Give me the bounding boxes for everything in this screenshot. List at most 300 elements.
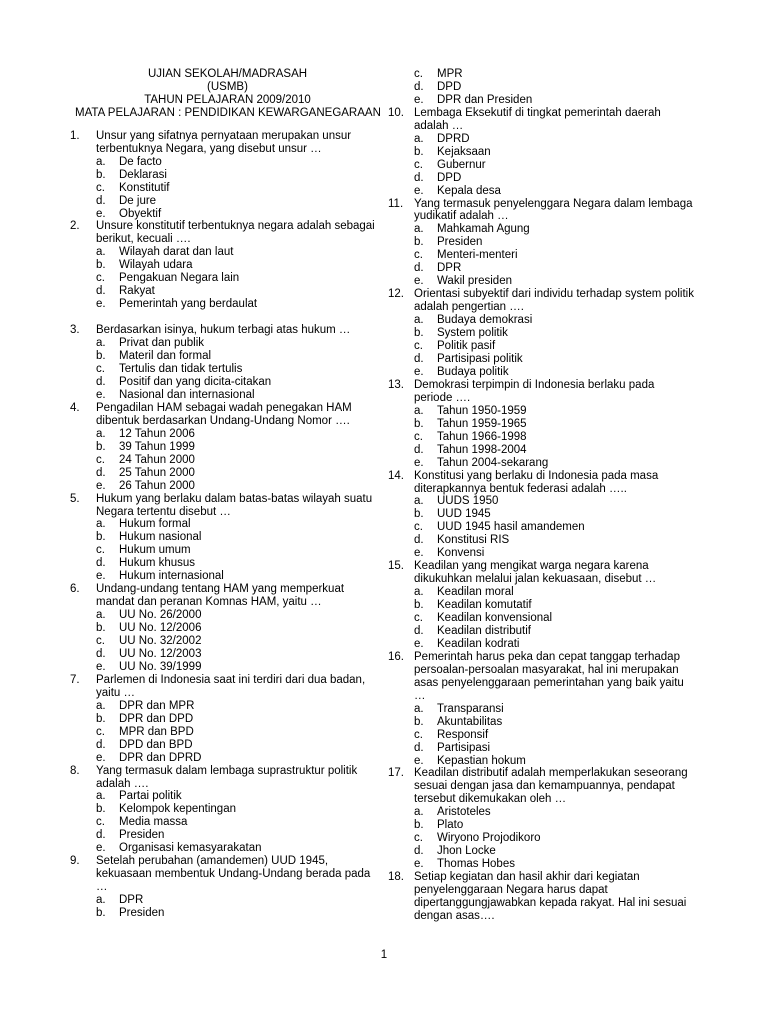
question-text: Demokrasi terpimpin di Indonesia berlaku pada periode ….: [414, 378, 655, 404]
option-7e: [70, 752, 378, 765]
question-15: [388, 560, 694, 586]
option-text: Jhon Locke: [437, 845, 496, 858]
option-letter: a.: [414, 404, 424, 417]
option-17d: [388, 845, 694, 858]
option-letter: a.: [96, 894, 106, 907]
option-text: Kepala desa: [437, 184, 501, 197]
question-9: [70, 855, 378, 894]
option-text: Kepastian hokum: [437, 754, 526, 767]
option-letter: c.: [96, 725, 105, 738]
option-letter: a.: [414, 495, 424, 508]
option-7b: [70, 713, 378, 726]
question-text: Undang-undang tentang HAM yang memperkuat mandat dan peranan Komnas HAM, yaitu …: [96, 583, 345, 609]
option-2e: [70, 298, 378, 311]
option-letter: a.: [96, 699, 106, 712]
option-text: DPR dan DPRD: [119, 751, 202, 764]
option-11d: [388, 262, 694, 275]
option-letter: b.: [414, 599, 424, 612]
option-9b: [70, 907, 378, 920]
option-8d: [70, 829, 378, 842]
option-2d: [70, 285, 378, 298]
option-letter: d.: [414, 352, 424, 365]
option-letter: d.: [414, 845, 424, 858]
option-13c: [388, 431, 694, 444]
option-17a: [388, 806, 694, 819]
option-5c: [70, 544, 378, 557]
option-8b: [70, 803, 378, 816]
option-text: DPD dan BPD: [119, 738, 193, 751]
question-7: [70, 674, 378, 700]
option-text: Obyektif: [119, 207, 162, 220]
option-text: 25 Tahun 2000: [119, 466, 195, 479]
header-line-2: (USMB): [207, 80, 248, 93]
option-letter: a.: [96, 790, 106, 803]
option-letter: c.: [414, 158, 423, 171]
option-letter: d.: [96, 285, 106, 298]
option-letter: d.: [414, 624, 424, 637]
option-text: UU No. 26/2000: [119, 609, 202, 622]
option-letter: b.: [414, 327, 424, 340]
option-6e: [70, 661, 378, 674]
option-text: System politik: [437, 327, 508, 340]
option-9e: [388, 94, 694, 107]
option-12b: [388, 327, 694, 340]
question-10: [388, 107, 694, 133]
option-text: Keadilan konvensional: [437, 612, 553, 625]
option-text: Akuntabilitas: [437, 715, 503, 728]
option-text: Organisasi kemasyarakatan: [119, 842, 262, 855]
option-text: Tahun 2004-sekarang: [437, 456, 549, 469]
option-text: DPR dan MPR: [119, 699, 195, 712]
option-12e: [388, 366, 694, 379]
option-6a: [70, 609, 378, 622]
option-letter: c.: [96, 544, 105, 557]
option-10d: [388, 172, 694, 185]
question-number: 6.: [70, 583, 80, 596]
question-text: Pemerintah harus peka dan cepat tanggap terhadap persoalan-persoalan masyarakat, hal ini merupakan asas penyelenggaraan pemerintahan yang baik yaitu …: [414, 650, 684, 702]
option-letter: a.: [96, 155, 106, 168]
option-text: Konstitusi RIS: [437, 534, 510, 547]
question-text: Unsure konstitutif terbentuknya negara adalah sebagai berikut, kecuali ….: [96, 220, 375, 246]
option-13d: [388, 444, 694, 457]
question-3: [70, 324, 378, 337]
option-letter: c.: [96, 363, 105, 376]
option-text: Budaya demokrasi: [437, 314, 533, 327]
option-text: Nasional dan internasional: [119, 388, 255, 401]
question-number: 16.: [388, 650, 404, 663]
option-text: Tertulis dan tidak tertulis: [119, 363, 243, 376]
header-line-4: MATA PELAJARAN : PENDIDIKAN KEWARGANEGARAAN: [75, 106, 381, 119]
question-number: 8.: [70, 764, 80, 777]
option-letter: e.: [414, 93, 424, 106]
option-letter: d.: [414, 171, 424, 184]
option-12c: [388, 340, 694, 353]
option-text: Wakil presiden: [437, 275, 512, 288]
option-10a: [388, 133, 694, 146]
option-letter: e.: [414, 275, 424, 288]
option-text: Rakyat: [119, 285, 155, 298]
option-text: Media massa: [119, 816, 188, 829]
option-text: Politik pasif: [437, 340, 496, 353]
option-text: UUD 1945: [437, 508, 491, 521]
page-number: 1: [380, 949, 388, 961]
option-letter: d.: [96, 738, 106, 751]
option-7d: [70, 739, 378, 752]
option-12d: [388, 353, 694, 366]
option-letter: d.: [414, 534, 424, 547]
question-number: 15.: [388, 560, 404, 573]
option-letter: b.: [414, 417, 424, 430]
option-letter: e.: [96, 479, 106, 492]
question-11: [388, 198, 694, 224]
question-number: 17.: [388, 767, 404, 780]
option-text: Partisipasi: [437, 741, 491, 754]
option-text: DPD: [437, 171, 462, 184]
option-text: Konstitutif: [119, 181, 170, 194]
option-14d: [388, 534, 694, 547]
option-14b: [388, 508, 694, 521]
spacer: [70, 311, 378, 324]
option-16c: [388, 729, 694, 742]
option-15a: [388, 586, 694, 599]
option-letter: b.: [414, 508, 424, 521]
option-letter: d.: [96, 557, 106, 570]
question-5: [70, 493, 378, 519]
option-6d: [70, 648, 378, 661]
option-text: DPR dan DPD: [119, 712, 194, 725]
option-14c: [388, 521, 694, 534]
option-11c: [388, 249, 694, 262]
option-letter: a.: [414, 314, 424, 327]
option-10b: [388, 146, 694, 159]
option-text: Hukum umum: [119, 544, 191, 557]
option-text: Tahun 1998-2004: [437, 443, 527, 456]
exam-header: [75, 68, 380, 120]
option-letter: c.: [96, 635, 105, 648]
question-text: Yang termasuk penyelenggara Negara dalam lembaga yudikatif adalah …: [414, 197, 693, 223]
option-2b: [70, 259, 378, 272]
option-letter: a.: [414, 223, 424, 236]
question-12: [388, 288, 694, 314]
question-17: [388, 767, 694, 806]
option-letter: c.: [414, 521, 423, 534]
option-letter: a.: [96, 427, 106, 440]
option-text: Responsif: [437, 728, 489, 741]
option-text: Presiden: [437, 236, 483, 249]
option-letter: a.: [414, 132, 424, 145]
option-letter: b.: [414, 145, 424, 158]
question-text: Orientasi subyektif dari individu terhadap system politik adalah pengertian ….: [414, 288, 694, 314]
option-text: DPR: [437, 262, 462, 275]
question-text: Keadilan distributif adalah memperlakukan seseorang sesuai dengan jasa dan kemampuannya, pendapat tersebut dikemukakan oleh …: [414, 767, 688, 806]
option-14a: [388, 495, 694, 508]
option-1a: [70, 156, 378, 169]
option-16b: [388, 716, 694, 729]
option-3d: [70, 376, 378, 389]
option-2c: [70, 272, 378, 285]
option-letter: b.: [96, 803, 106, 816]
option-text: Mahkamah Agung: [437, 223, 530, 236]
option-text: Privat dan publik: [119, 337, 205, 350]
option-text: Partai politik: [119, 790, 182, 803]
option-text: UUDS 1950: [437, 495, 499, 508]
option-text: Transparansi: [437, 702, 504, 715]
option-16e: [388, 755, 694, 768]
option-letter: a.: [96, 337, 106, 350]
question-text: Keadilan yang mengikat warga negara karena dikukuhkan melalui jalan kekuasaan, disebut …: [414, 560, 657, 586]
question-number: 3.: [70, 324, 80, 337]
option-8e: [70, 842, 378, 855]
option-7c: [70, 726, 378, 739]
option-17e: [388, 858, 694, 871]
option-text: Wilayah darat dan laut: [119, 246, 234, 259]
option-text: Wiryono Projodikoro: [437, 832, 541, 845]
option-5e: [70, 570, 378, 583]
option-8c: [70, 816, 378, 829]
option-text: Keadilan kodrati: [437, 637, 520, 650]
option-text: Konvensi: [437, 547, 485, 560]
option-text: Keadilan moral: [437, 586, 514, 599]
option-10e: [388, 185, 694, 198]
option-4a: [70, 428, 378, 441]
option-1e: [70, 208, 378, 221]
option-letter: e.: [414, 184, 424, 197]
option-text: Keadilan komutatif: [437, 599, 532, 612]
option-letter: c.: [414, 612, 423, 625]
option-text: Budaya politik: [437, 365, 509, 378]
option-text: Keadilan distributif: [437, 624, 531, 637]
question-number: 9.: [70, 855, 80, 868]
option-letter: e.: [96, 298, 106, 311]
option-11b: [388, 236, 694, 249]
option-3a: [70, 337, 378, 350]
question-8: [70, 765, 378, 791]
question-text: Konstitusi yang berlaku di Indonesia pada masa diterapkannya bentuk federasi adalah …..: [414, 469, 659, 495]
option-letter: c.: [414, 832, 423, 845]
option-letter: b.: [96, 168, 106, 181]
option-text: Aristoteles: [437, 806, 491, 819]
option-letter: a.: [414, 806, 424, 819]
question-number: 4.: [70, 401, 80, 414]
option-letter: e.: [96, 842, 106, 855]
option-letter: d.: [414, 443, 424, 456]
option-text: Materil dan formal: [119, 350, 212, 363]
option-text: DPR: [119, 894, 144, 907]
option-letter: e.: [96, 570, 106, 583]
option-text: MPR: [437, 68, 463, 80]
option-letter: b.: [414, 819, 424, 832]
option-10c: [388, 159, 694, 172]
option-letter: c.: [414, 340, 423, 353]
option-letter: c.: [414, 68, 423, 80]
option-text: 12 Tahun 2006: [119, 427, 195, 440]
option-text: Deklarasi: [119, 168, 167, 181]
option-text: UU No. 12/2006: [119, 622, 202, 635]
option-text: DPRD: [437, 132, 470, 145]
question-18: [388, 871, 694, 923]
option-text: Gubernur: [437, 158, 486, 171]
option-15e: [388, 638, 694, 651]
question-text: Setiap kegiatan dan hasil akhir dari kegiatan penyelenggaraan Negara harus dapat dipertanggungjawabkan kepada rakyat. Hal ini sesuai dengan asas….: [414, 871, 687, 922]
question-number: 10.: [388, 106, 404, 119]
option-letter: e.: [96, 751, 106, 764]
option-15d: [388, 625, 694, 638]
option-letter: c.: [414, 728, 423, 741]
option-text: 24 Tahun 2000: [119, 453, 195, 466]
option-1d: [70, 195, 378, 208]
question-text: Lembaga Eksekutif di tingkat pemerintah daerah adalah …: [414, 106, 661, 132]
option-6b: [70, 622, 378, 635]
option-letter: d.: [414, 80, 424, 93]
question-16: [388, 651, 694, 703]
option-text: Partisipasi politik: [437, 352, 523, 365]
option-text: MPR dan BPD: [119, 725, 194, 738]
option-text: Hukum internasional: [119, 570, 224, 583]
question-text: Hukum yang berlaku dalam batas-batas wilayah suatu Negara tertentu disebut …: [96, 492, 373, 518]
option-9d: [388, 81, 694, 94]
option-11a: [388, 223, 694, 236]
option-text: DPR dan Presiden: [437, 93, 533, 106]
option-5d: [70, 557, 378, 570]
option-text: Presiden: [119, 907, 165, 920]
option-14e: [388, 547, 694, 560]
option-text: Presiden: [119, 829, 165, 842]
option-text: De jure: [119, 194, 157, 207]
option-text: Menteri-menteri: [437, 249, 518, 262]
question-text: Parlemen di Indonesia saat ini terdiri dari dua badan, yaitu …: [96, 673, 366, 699]
option-letter: c.: [414, 249, 423, 262]
question-text: Pengadilan HAM sebagai wadah penegakan HAM dibentuk berdasarkan Undang-Undang Nomor ….: [96, 401, 352, 427]
option-13a: [388, 405, 694, 418]
option-17c: [388, 832, 694, 845]
question-text: Yang termasuk dalam lembaga suprastruktur politik adalah ….: [96, 764, 358, 790]
option-text: Kejaksaan: [437, 145, 491, 158]
question-number: 11.: [388, 197, 404, 210]
option-11e: [388, 275, 694, 288]
option-text: Pengakuan Negara lain: [119, 272, 240, 285]
question-number: 14.: [388, 469, 404, 482]
option-letter: e.: [414, 456, 424, 469]
option-3b: [70, 350, 378, 363]
option-letter: b.: [96, 440, 106, 453]
option-text: Kelompok kepentingan: [119, 803, 236, 816]
option-text: UU No. 32/2002: [119, 635, 202, 648]
option-letter: e.: [414, 637, 424, 650]
option-letter: e.: [96, 207, 106, 220]
option-text: Plato: [437, 819, 464, 832]
option-letter: e.: [414, 365, 424, 378]
option-letter: d.: [414, 741, 424, 754]
header-line-3: TAHUN PELAJARAN 2009/2010: [144, 93, 311, 106]
option-letter: d.: [96, 375, 106, 388]
option-15c: [388, 612, 694, 625]
option-text: Tahun 1950-1959: [437, 404, 527, 417]
option-letter: b.: [96, 907, 106, 920]
question-number: 18.: [388, 871, 404, 884]
option-letter: c.: [96, 272, 105, 285]
option-13b: [388, 418, 694, 431]
question-number: 7.: [70, 673, 80, 686]
option-text: Tahun 1966-1998: [437, 430, 527, 443]
option-16a: [388, 703, 694, 716]
option-text: 39 Tahun 1999: [119, 440, 195, 453]
question-1: [70, 130, 378, 156]
option-letter: b.: [96, 712, 106, 725]
option-5a: [70, 518, 378, 531]
question-text: Unsur yang sifatnya pernyataan merupakan unsur terbentuknya Negara, yang disebut unsur …: [96, 129, 352, 155]
option-4c: [70, 454, 378, 467]
option-text: Pemerintah yang berdaulat: [119, 298, 258, 311]
option-letter: b.: [96, 350, 106, 363]
option-letter: c.: [96, 181, 105, 194]
option-text: Wilayah udara: [119, 259, 193, 272]
option-letter: e.: [414, 858, 424, 871]
option-letter: c.: [96, 453, 105, 466]
option-13e: [388, 457, 694, 470]
option-1b: [70, 169, 378, 182]
question-number: 13.: [388, 378, 404, 391]
option-9c: [388, 68, 694, 81]
question-14: [388, 470, 694, 496]
option-text: Tahun 1959-1965: [437, 417, 527, 430]
question-number: 5.: [70, 492, 80, 505]
option-letter: e.: [96, 388, 106, 401]
option-3c: [70, 363, 378, 376]
question-number: 1.: [70, 129, 80, 142]
option-letter: d.: [96, 647, 106, 660]
option-letter: b.: [96, 622, 106, 635]
option-letter: c.: [414, 430, 423, 443]
option-text: Hukum nasional: [119, 531, 202, 544]
question-6: [70, 583, 378, 609]
option-7a: [70, 700, 378, 713]
question-number: 2.: [70, 220, 80, 233]
option-letter: e.: [414, 547, 424, 560]
option-text: 26 Tahun 2000: [119, 479, 195, 492]
option-letter: d.: [414, 262, 424, 275]
option-3e: [70, 389, 378, 402]
option-letter: a.: [414, 702, 424, 715]
option-letter: c.: [96, 816, 105, 829]
option-4b: [70, 441, 378, 454]
option-text: UUD 1945 hasil amandemen: [437, 521, 585, 534]
question-text: Setelah perubahan (amandemen) UUD 1945, kekuasaan membentuk Undang-Undang berada pada …: [96, 855, 371, 894]
option-letter: d.: [96, 194, 106, 207]
header-line-1: UJIAN SEKOLAH/MADRASAH: [147, 68, 308, 80]
question-number: 12.: [388, 288, 404, 301]
option-4d: [70, 467, 378, 480]
option-letter: b.: [414, 236, 424, 249]
question-4: [70, 402, 378, 428]
option-letter: d.: [96, 466, 106, 479]
option-letter: a.: [96, 246, 106, 259]
option-1c: [70, 182, 378, 195]
option-6c: [70, 635, 378, 648]
option-letter: b.: [414, 715, 424, 728]
option-letter: b.: [96, 531, 106, 544]
option-12a: [388, 314, 694, 327]
option-letter: e.: [414, 754, 424, 767]
option-letter: a.: [96, 518, 106, 531]
right-column: [388, 68, 694, 923]
option-text: UU No. 12/2003: [119, 647, 202, 660]
option-16d: [388, 742, 694, 755]
option-letter: a.: [96, 609, 106, 622]
option-17b: [388, 819, 694, 832]
option-5b: [70, 531, 378, 544]
question-13: [388, 379, 694, 405]
option-letter: d.: [96, 829, 106, 842]
